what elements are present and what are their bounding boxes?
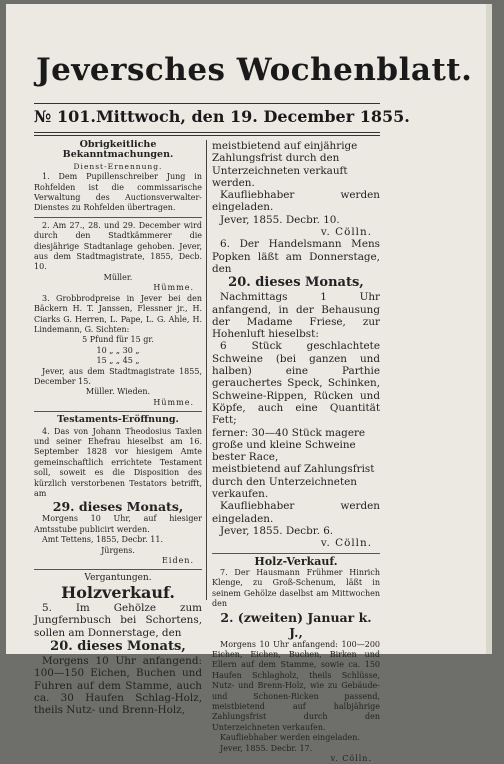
notice-6-invite: Kaufliebhaber werden eingeladen.: [212, 500, 380, 525]
signature: Müller.: [103, 272, 133, 282]
notice-6-goods-2: ferner: 30—40 Stück magere große und kleine Schweine bester Race,: [212, 426, 366, 464]
notice-1: 1. Dem Pupillenschreiber Jung in Rohfelden ist die commissarische Verwaltung des Auctionsverwalter-Dienstes zu Rohfelden übertragen.: [34, 172, 202, 213]
notice-5-body: Morgens 10 Uhr anfangend: 100—150 Eichen, Buchen und Fuhren auf dem Stamme, auch ca. 30 Haufen Schlag-Holz, theils Nutz- und Brenn-Holz,: [34, 654, 202, 717]
signature: v. Cölln.: [330, 754, 372, 763]
page-spine: [486, 4, 492, 654]
notice-2: 2. Am 27., 28. und 29. December wird durch den Stadtkämmerer die diesjährige Stadtanlage gehoben. Jever, aus dem Stadtmagistrate, 1855, Decb. 10.: [34, 220, 202, 272]
notice-5-date: 20. dieses Monats,: [50, 638, 186, 654]
right-column: [212, 140, 380, 764]
divider: [34, 217, 202, 218]
left-column: [34, 140, 202, 716]
notice-7-dateline: Jever, 1855. Decbr. 17.: [220, 743, 313, 753]
notice-5-continued: meistbietend auf einjährige Zahlungsfrist durch den Unterzeichneten verkauft werden.: [212, 140, 358, 189]
auction-title: Holz-Verkauf.: [254, 554, 338, 568]
newspaper-page: [6, 4, 492, 763]
notice-4-time: Morgens 10 Uhr, auf hiesiger Amtsstube publicirt werden.: [34, 514, 202, 534]
section-heading: Vergantungen.: [84, 573, 152, 584]
auction-title: Holzverkauf.: [61, 583, 175, 603]
notice-4-date: 29. dieses Monats,: [52, 499, 184, 515]
notice-7-invite: Kaufliebhaber werden eingeladen.: [220, 733, 360, 743]
rule-top: [34, 103, 380, 104]
notice-4: 4. Das von Johann Theodosius Taxlen und seiner Ehefrau hieselbst am 16. September 1828 vor hiesigem Amte gemeinschaftlich errichtete Testament soll, soweit es die Disposition des kürzlich verstorbenen Testators betrifft, am: [34, 426, 202, 498]
price-line: 5 Pfund für 15 gr.: [82, 335, 154, 345]
notice-6: 6. Der Handelsmann Mens Popken läßt am Donnerstage, den: [212, 238, 380, 275]
rule-under-date: [34, 132, 380, 133]
issue-date: Mittwoch, den 19. December 1855.: [95, 107, 410, 126]
notice-6-dateline: Jever, 1855. Decbr. 6.: [220, 524, 334, 537]
signature: v. Cölln.: [320, 226, 372, 239]
notice-6-terms: meistbietend auf Zahlungsfrist durch den Unterzeichneten verkaufen.: [212, 463, 375, 501]
notice-5: 5. Im Gehölze zum Jungfernbusch bei Schortens, sollen am Donnerstage, den: [34, 602, 202, 639]
signature: Hümme.: [153, 283, 194, 293]
notice-6-body: Nachmittags 1 Uhr anfangend, in der Behausung der Madame Friese, zur Hohenluft hieselbst:: [212, 291, 380, 341]
signature: v. Cölln.: [320, 537, 372, 550]
notice-7-body: Morgens 10 Uhr anfangend: 100—200 Eichen, Eichen, Buchen, Birken und Ellern auf dem Stamme, sowie ca. 150 Haufen Schlagholz, theils Schlüsse, Nutz- und Brenn-Holz, wie zu Gebäude- und Schonen-Ricken passend, meistbietend auf halbjährige Zahlungsfrist durch den Unterzeichneten verkaufen.: [212, 639, 380, 732]
issue-number: № 101.: [34, 107, 96, 126]
notice-7-date: 2. (zweiten) Januar k. J.,: [220, 609, 372, 640]
divider: [34, 411, 202, 412]
section-heading: Obrigkeitliche Bekanntmachungen.: [62, 139, 174, 161]
section-subheading: Dienst-Ernennung.: [73, 161, 163, 171]
signature: Hümme.: [153, 397, 194, 407]
notice-5-dateline: Jever, 1855. Decbr. 10.: [220, 213, 340, 226]
signature: Müller. Wieden.: [85, 387, 151, 397]
notice-3: 3. Grobbrodpreise in Jever bei den Bäckern H. T. Janssen, Flessner jr., H. Ciarks G. Herren, L. Pape, L. G. Ahle, H. Lindemann, G. Sichten:: [34, 293, 202, 334]
notice-4-dateline: Amt Tettens, 1855, Decbr. 11.: [42, 535, 164, 545]
notice-5-invite: Kaufliebhaber werden eingeladen.: [212, 189, 380, 214]
divider: [212, 553, 380, 554]
notice-6-date: 20. dieses Monats,: [228, 275, 364, 291]
issue-line: [34, 107, 410, 126]
column-divider: [206, 140, 207, 600]
section-heading: Testaments-Eröffnung.: [57, 414, 179, 426]
divider: [34, 569, 202, 570]
notice-6-goods: 6 Stück geschlachtete Schweine (bei ganzen und halben) eine Parthie gerauchertes Speck, Schinken, Schweine-Rippen, Rücken und Köpfe, auch eine Quantität Fett;: [212, 340, 380, 427]
masthead: Jeversches Wochenblatt.: [36, 52, 473, 88]
price-line: 10 „ „ 30 „: [96, 345, 140, 355]
notice-7: 7. Der Hausmann Frühmer Hinrich Klenge, zu Groß-Schenum, läßt in seinem Gehölze daselbst am Mittwochen den: [212, 567, 380, 609]
signature: Jürgens.: [101, 545, 135, 555]
notice-3-dateline: Jever, aus dem Stadtmagistrate 1855, December 15.: [34, 366, 202, 386]
rule-under-date-2: [34, 135, 380, 136]
signature: Eiden.: [162, 556, 194, 566]
price-line: 15 „ „ 45 „: [96, 356, 140, 366]
